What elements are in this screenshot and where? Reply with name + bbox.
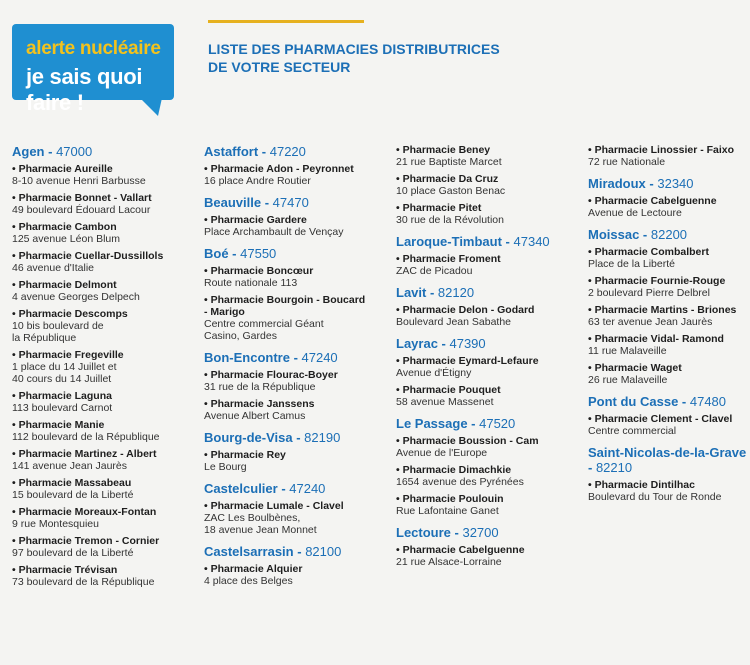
pharmacy-entry <box>396 544 578 568</box>
pharmacy-name: • Pharmacie Fournie-Rouge <box>588 275 748 287</box>
city-heading: Moissac - 82200 <box>588 227 688 242</box>
pharmacy-name: • Pharmacie Fregeville <box>12 349 192 361</box>
pharmacy-name: • Pharmacie Linossier - Faixo <box>588 144 748 156</box>
postal-code: 47000 <box>56 144 93 159</box>
pharmacy-name: • Pharmacie Combalbert <box>588 246 748 258</box>
pharmacy-address: ZAC de Picadou <box>396 265 473 277</box>
pharmacy-address: 9 rue Montesquieu <box>12 518 99 530</box>
pharmacy-entry <box>12 308 192 344</box>
city-heading: Lavit - 82120 <box>396 285 475 300</box>
pharmacy-address: 21 rue Alsace-Lorraine <box>396 556 502 568</box>
badge-tail <box>140 98 162 116</box>
alert-badge <box>12 24 174 115</box>
postal-code: 32700 <box>462 525 499 540</box>
postal-code: 32340 <box>657 176 694 191</box>
pharmacy-address: 4 place des Belges <box>204 575 293 587</box>
city-name: Castelsarrasin <box>204 544 294 559</box>
city-heading: Castelsarrasin - 82100 <box>204 544 342 559</box>
postal-code: 47240 <box>301 350 338 365</box>
postal-code: 82190 <box>304 430 341 445</box>
pharmacy-address: Avenue d'Étigny <box>396 367 472 379</box>
city-heading: Layrac - 47390 <box>396 336 486 351</box>
city-name: Moissac <box>588 227 640 242</box>
city-heading: Beauville - 47470 <box>204 195 309 210</box>
city-name: Beauville <box>204 195 262 210</box>
city-heading: Miradoux - 32340 <box>588 176 694 191</box>
pharmacy-name: • Pharmacie Rey <box>204 449 384 461</box>
pharmacy-name: • Pharmacie Dintilhac <box>588 479 748 491</box>
pharmacy-address: Le Bourg <box>204 461 247 473</box>
pharmacy-entry <box>12 419 192 443</box>
pharmacy-name: • Pharmacie Laguna <box>12 390 192 402</box>
city-heading: Laroque-Timbaut - 47340 <box>396 234 550 249</box>
pharmacy-address: 30 rue de la Révolution <box>396 214 504 226</box>
city-name: Bon-Encontre <box>204 350 290 365</box>
pharmacy-entry <box>204 265 384 289</box>
pharmacy-name: • Pharmacie Pitet <box>396 202 578 214</box>
pharmacy-name: • Pharmacie Poulouin <box>396 493 578 505</box>
city-heading: Saint-Nicolas-de-la-Grave - 82210 <box>588 445 747 475</box>
pharmacy-address: Avenue de l'Europe <box>396 447 488 459</box>
city-heading: Bourg-de-Visa - 82190 <box>204 430 341 445</box>
pharmacy-name: • Pharmacie Froment <box>396 253 578 265</box>
title-line2: DE VOTRE SECTEUR <box>208 59 351 75</box>
pharmacy-entry <box>396 253 578 277</box>
pharmacy-entry <box>204 449 384 473</box>
column-2 <box>204 144 384 592</box>
pharmacy-entry <box>588 144 748 168</box>
pharmacy-name: • Pharmacie Martins - Briones <box>588 304 748 316</box>
city-name: Layrac <box>396 336 438 351</box>
pharmacy-entry <box>588 304 748 328</box>
pharmacy-name: • Pharmacie Tremon - Cornier <box>12 535 192 547</box>
pharmacy-name: • Pharmacie Clement - Clavel <box>588 413 748 425</box>
pharmacy-entry <box>12 279 192 303</box>
pharmacy-entry <box>12 506 192 530</box>
pharmacy-address: Boulevard du Tour de Ronde <box>588 491 722 503</box>
city-name: Pont du Casse <box>588 394 679 409</box>
pharmacy-name: • Pharmacie Aureille <box>12 163 192 175</box>
pharmacy-entry <box>396 304 578 328</box>
pharmacy-address: 15 boulevard de la Liberté <box>12 489 134 501</box>
header-rule <box>208 20 364 23</box>
pharmacy-address: 58 avenue Massenet <box>396 396 494 408</box>
postal-code: 47480 <box>689 394 727 409</box>
pharmacy-address: 113 boulevard Carnot <box>12 402 113 414</box>
pharmacy-entry <box>12 250 192 274</box>
pharmacy-entry <box>588 413 748 437</box>
pharmacy-address: 26 rue Malaveille <box>588 374 668 386</box>
pharmacy-entry <box>204 563 384 587</box>
postal-code: 47520 <box>479 416 516 431</box>
pharmacy-name: • Pharmacie Cambon <box>12 221 192 233</box>
pharmacy-entry <box>588 479 748 503</box>
page-title <box>208 40 538 76</box>
postal-code: 82120 <box>437 285 475 300</box>
pharmacy-entry <box>12 390 192 414</box>
pharmacy-entry <box>396 355 578 379</box>
pharmacy-name: • Pharmacie Boussion - Cam <box>396 435 578 447</box>
pharmacy-address: 1654 avenue des Pyrénées <box>396 476 524 488</box>
pharmacy-entry <box>396 435 578 459</box>
pharmacy-entry <box>396 202 578 226</box>
pharmacy-entry <box>12 221 192 245</box>
pharmacy-entry <box>588 246 748 270</box>
pharmacy-address: 31 rue de la République <box>204 381 316 393</box>
city-heading: Boé - 47550 <box>204 246 277 261</box>
pharmacy-entry <box>12 564 192 588</box>
city-name: Bourg-de-Visa <box>204 430 293 445</box>
pharmacy-address: 10 bis boulevard de la République <box>12 320 104 344</box>
pharmacy-name: • Pharmacie Delon - Godard <box>396 304 578 316</box>
city-name: Saint-Nicolas-de-la-Grave <box>588 445 747 460</box>
pharmacy-name: • Pharmacie Dimachkie <box>396 464 578 476</box>
badge-line1: alerte nucléaire <box>26 38 161 59</box>
pharmacy-address: 72 rue Nationale <box>588 156 666 168</box>
city-name: Lectoure <box>396 525 451 540</box>
pharmacy-name: • Pharmacie Manie <box>12 419 192 431</box>
city-name: Castelculier <box>204 481 278 496</box>
city-name: Lavit <box>396 285 427 300</box>
pharmacy-name: • Pharmacie Trévisan <box>12 564 192 576</box>
postal-code: 82210 <box>595 460 633 475</box>
column-1 <box>12 144 192 593</box>
pharmacy-name: • Pharmacie Cuellar-Dussillols <box>12 250 192 262</box>
city-heading: Pont du Casse - 47480 <box>588 394 727 409</box>
pharmacy-entry <box>204 369 384 393</box>
pharmacy-address: 49 boulevard Édouard Lacour <box>12 204 151 216</box>
pharmacy-address: 16 place Andre Routier <box>204 175 311 187</box>
postal-code: 82100 <box>305 544 342 559</box>
pharmacy-name: • Pharmacie Bonnet - Vallart <box>12 192 192 204</box>
pharmacy-entry <box>396 464 578 488</box>
pharmacy-name: • Pharmacie Moreaux-Fontan <box>12 506 192 518</box>
postal-code: 47470 <box>272 195 309 210</box>
pharmacy-address: 73 boulevard de la République <box>12 576 155 588</box>
pharmacy-address: 2 boulevard Pierre Delbrel <box>588 287 710 299</box>
title-line1: LISTE DES PHARMACIES DISTRIBUTRICES <box>208 41 500 57</box>
pharmacy-entry <box>204 500 384 536</box>
postal-code: 82200 <box>650 227 688 242</box>
city-name: Astaffort <box>204 144 259 159</box>
city-heading: Bon-Encontre - 47240 <box>204 350 338 365</box>
pharmacy-name: • Pharmacie Adon - Peyronnet <box>204 163 384 175</box>
pharmacy-name: • Pharmacie Gardere <box>204 214 384 226</box>
pharmacy-name: • Pharmacie Massabeau <box>12 477 192 489</box>
pharmacy-address: 125 avenue Léon Blum <box>12 233 120 245</box>
pharmacy-address: Place Archambault de Vençay <box>204 226 344 238</box>
pharmacy-name: • Pharmacie Beney <box>396 144 578 156</box>
column-4 <box>588 144 748 508</box>
pharmacy-name: • Pharmacie Janssens <box>204 398 384 410</box>
pharmacy-address: Boulevard Jean Sabathe <box>396 316 512 328</box>
pharmacy-entry <box>396 384 578 408</box>
pharmacy-entry <box>204 163 384 187</box>
pharmacy-name: • Pharmacie Alquier <box>204 563 384 575</box>
pharmacy-address: 63 ter avenue Jean Jaurès <box>588 316 713 328</box>
pharmacy-name: • Pharmacie Descomps <box>12 308 192 320</box>
pharmacy-address: 1 place du 14 Juillet et 40 cours du 14 Juillet <box>12 361 117 385</box>
postal-code: 47240 <box>289 481 326 496</box>
postal-code: 47220 <box>269 144 306 159</box>
pharmacy-address: 112 boulevard de la République <box>12 431 160 443</box>
city-heading: Agen - 47000 <box>12 144 93 159</box>
pharmacy-address: Avenue de Lectoure <box>588 207 682 219</box>
pharmacy-entry <box>12 192 192 216</box>
pharmacy-name: • Pharmacie Eymard-Lefaure <box>396 355 578 367</box>
pharmacy-address: 46 avenue d'Italie <box>12 262 94 274</box>
city-heading: Castelculier - 47240 <box>204 481 326 496</box>
pharmacy-address: 10 place Gaston Benac <box>396 185 506 197</box>
postal-code: 47390 <box>449 336 486 351</box>
pharmacy-name: • Pharmacie Delmont <box>12 279 192 291</box>
postal-code: 47550 <box>240 246 277 261</box>
pharmacy-entry <box>12 477 192 501</box>
pharmacy-name: • Pharmacie Boncœur <box>204 265 384 277</box>
pharmacy-entry <box>204 214 384 238</box>
pharmacy-name: • Pharmacie Lumale - Clavel <box>204 500 384 512</box>
city-heading: Astaffort - 47220 <box>204 144 306 159</box>
pharmacy-name: • Pharmacie Cabelguenne <box>588 195 748 207</box>
pharmacy-address: Place de la Liberté <box>588 258 675 270</box>
pharmacy-entry <box>396 173 578 197</box>
pharmacy-entry <box>396 144 578 168</box>
city-name: Laroque-Timbaut <box>396 234 502 249</box>
pharmacy-entry <box>396 493 578 517</box>
pharmacy-address: Avenue Albert Camus <box>204 410 306 422</box>
city-name: Boé <box>204 246 229 261</box>
pharmacy-address: 8-10 avenue Henri Barbusse <box>12 175 146 187</box>
pharmacy-name: • Pharmacie Pouquet <box>396 384 578 396</box>
pharmacy-name: • Pharmacie Waget <box>588 362 748 374</box>
pharmacy-entry <box>12 448 192 472</box>
pharmacy-entry <box>588 195 748 219</box>
pharmacy-address: 21 rue Baptiste Marcet <box>396 156 502 168</box>
pharmacy-name: • Pharmacie Flourac-Boyer <box>204 369 384 381</box>
city-name: Agen <box>12 144 45 159</box>
pharmacy-name: • Pharmacie Martinez - Albert <box>12 448 192 460</box>
city-heading: Lectoure - 32700 <box>396 525 499 540</box>
column-3 <box>396 144 578 573</box>
badge-line2: je sais quoi faire ! <box>26 64 143 115</box>
pharmacy-address: 11 rue Malaveille <box>588 345 667 357</box>
pharmacy-name: • Pharmacie Cabelguenne <box>396 544 578 556</box>
pharmacy-name: • Pharmacie Vidal- Ramond <box>588 333 748 345</box>
pharmacy-address: 4 avenue Georges Delpech <box>12 291 140 303</box>
city-name: Miradoux <box>588 176 646 191</box>
pharmacy-entry <box>12 349 192 385</box>
pharmacy-name: • Pharmacie Da Cruz <box>396 173 578 185</box>
postal-code: 47340 <box>513 234 550 249</box>
pharmacy-entry <box>12 163 192 187</box>
pharmacy-address: Centre commercial Géant Casino, Gardes <box>204 318 324 342</box>
pharmacy-entry <box>588 275 748 299</box>
pharmacy-entry <box>588 362 748 386</box>
pharmacy-address: Rue Lafontaine Ganet <box>396 505 499 517</box>
pharmacy-entry <box>204 398 384 422</box>
pharmacy-address: Route nationale 113 <box>204 277 298 289</box>
city-heading: Le Passage - 47520 <box>396 416 516 431</box>
pharmacy-entry <box>204 294 384 342</box>
pharmacy-name: • Pharmacie Bourgoin - Boucard - Marigo <box>204 294 384 318</box>
pharmacy-entry <box>12 535 192 559</box>
pharmacy-address: 141 avenue Jean Jaurès <box>12 460 128 472</box>
pharmacy-address: Centre commercial <box>588 425 677 437</box>
pharmacy-entry <box>588 333 748 357</box>
pharmacy-address: 97 boulevard de la Liberté <box>12 547 134 559</box>
pharmacy-address: ZAC Les Boulbènes, 18 avenue Jean Monnet <box>204 512 317 536</box>
city-name: Le Passage <box>396 416 468 431</box>
